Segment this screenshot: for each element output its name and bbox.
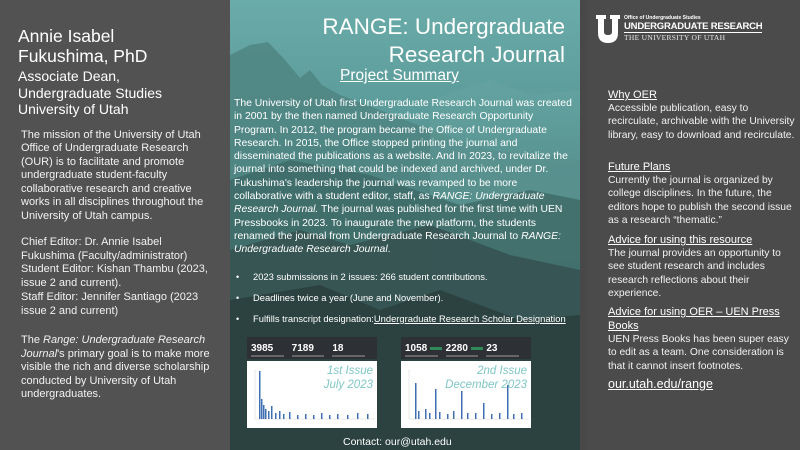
section-heading: Advice for using this resource	[608, 234, 753, 246]
trend-pill	[430, 347, 442, 350]
issue-caption	[445, 364, 527, 392]
logo-main-text: UNDERGRADUATE RESEARCH	[624, 21, 763, 32]
goal-text	[21, 334, 216, 402]
stat-value: 7189	[291, 343, 314, 354]
block-u-icon	[596, 15, 620, 43]
issue-caption	[324, 364, 373, 392]
staff-editor-text: Staff Editor: Jennifer Santiago (2023 issue 2 and current)	[21, 291, 199, 317]
bullet-icon: •	[236, 292, 240, 303]
stat	[251, 339, 292, 357]
section-future-plans	[608, 160, 800, 227]
goal-prefix: The	[21, 334, 44, 346]
bullet-text: 2023 submissions in 2 issues: 266 student contributions.	[253, 271, 488, 282]
bullet-icon: •	[236, 313, 240, 324]
summary-panel	[230, 0, 580, 450]
goal-suffix: 's primary goal is to make more visible the rich and diverse scholarship conducted by University of Utah undergraduates.	[21, 347, 210, 400]
summary-italic1: RANGE: Undergraduate Research Journal.	[234, 191, 545, 216]
stat-number: 1058	[405, 343, 428, 354]
caption-line2: July 2023	[323, 379, 373, 391]
trend-pill	[471, 347, 483, 350]
project-summary-text	[234, 97, 578, 257]
bullet-item	[236, 266, 576, 287]
scholar-designation-link[interactable]: Undergraduate Research Scholar Designation	[373, 313, 566, 324]
analytics-screenshot-issue-2	[401, 337, 531, 428]
section-heading: Why OER	[608, 89, 657, 101]
author-panel	[0, 0, 230, 450]
bullet-item	[236, 308, 576, 329]
section-why-oer	[608, 88, 800, 142]
stat-value	[446, 343, 487, 354]
summary-part2: The journal was published for the first time with UEN Pressbooks in 2023. To inaugurate the new platform, the students renamed the journal from Undergraduate Research Journal to	[234, 204, 563, 242]
stat	[405, 339, 446, 357]
university-logo	[596, 15, 762, 43]
role-line3: University of Utah	[18, 101, 129, 117]
author-name	[18, 26, 216, 66]
bullet-text: Deadlines twice a year (June and November).	[253, 292, 444, 303]
title-line2: Research Journal	[388, 42, 565, 67]
stat-value: 18	[332, 343, 344, 354]
section-body: Currently the journal is organized by college disciplines. In the future, the editors hope to publish the second issue as a research “thematic.”	[608, 175, 792, 226]
bullet-item	[236, 287, 576, 308]
summary-italic2: RANGE: Undergraduate Research Journal	[234, 230, 561, 256]
stat	[446, 339, 487, 357]
stat-value	[405, 343, 446, 354]
stats-header	[401, 337, 531, 359]
journal-title	[245, 13, 565, 69]
logo-university-text: THE UNIVERSITY OF UTAH	[624, 33, 726, 42]
oer-panel	[580, 0, 800, 450]
section-body: UEN Press Books has been super easy to edit as a team. One consideration is that it cannot insert footnotes.	[608, 334, 789, 372]
caption-line1: 2nd Issue	[477, 365, 527, 377]
role-line1: Associate Dean,	[18, 68, 120, 84]
bullet-list	[236, 266, 576, 329]
stat	[292, 339, 333, 357]
logo-office-text: Office of Undergraduate Studies	[624, 15, 701, 21]
section-body: The journal provides an opportunity to see student research and includes research reflections about their experience.	[608, 248, 781, 299]
analytics-screenshot-issue-1	[247, 337, 377, 428]
bullet-text: Fulfills transcript designation:	[253, 313, 374, 324]
stat	[486, 339, 527, 357]
bullet-icon: •	[236, 271, 240, 282]
editors-text: Chief Editor: Dr. Annie Isabel Fukushima (Faculty/administrator) Student Editor: Kishan Thambu (2023, issue 2 and current).	[21, 236, 208, 289]
caption-line2: December 2023	[445, 379, 527, 391]
journal-name-italic: Range: Undergraduate Research Journal	[21, 334, 206, 360]
section-advice-uen	[608, 305, 800, 391]
section-heading: Future Plans	[608, 161, 671, 173]
range-website-link[interactable]: our.utah.edu/range	[608, 376, 713, 391]
section-heading: Advice for using OER – UEN Press Books	[608, 306, 780, 332]
section-advice-resource	[608, 233, 800, 300]
stat	[332, 339, 373, 357]
title-line1: RANGE: Undergraduate	[322, 14, 565, 39]
role-line2: Undergraduate Studies	[18, 84, 162, 101]
contact-email: Contact: our@utah.edu	[343, 436, 452, 448]
views-chart	[401, 361, 531, 428]
caption-line1: 1st Issue	[326, 365, 373, 377]
summary-end: .	[387, 244, 391, 256]
author-role	[18, 68, 216, 118]
stat-value: 3985	[251, 343, 274, 354]
stat-number: 2280	[445, 343, 468, 354]
author-name-line1: Annie Isabel	[18, 26, 115, 46]
stats-header	[247, 337, 377, 359]
summary-part1: The University of Utah first Undergraduate Research Journal was created in 2001 by the then named Undergraduate Research Opportunity Program. In 2012, the program became the Office of Undergraduate Research. In 2015, the Office stopped printing the journal and disseminated the publications as a website. And In 2023, to revitalize the journal into something that could be indexed and archived, under Dr. Fukushima's leadership the journal was revamped to be more collaborative with a student editor, staff, as	[234, 98, 572, 203]
mission-text: The mission of the University of Utah Office of Undergraduate Research (OUR) is to facilitate and promote undergraduate student-faculty collaborative research and creative works in all disciplines throughout the University of Utah campus.	[21, 128, 204, 222]
stat-value: 23	[486, 343, 498, 354]
section-body: Accessible publication, easy to recirculate, archivable with the University library, easy to download and recirculate.	[608, 103, 795, 141]
views-chart	[247, 361, 377, 428]
author-name-line2: Fukushima, PhD	[18, 46, 148, 66]
section-heading-project-summary: Project Summary	[340, 67, 459, 84]
